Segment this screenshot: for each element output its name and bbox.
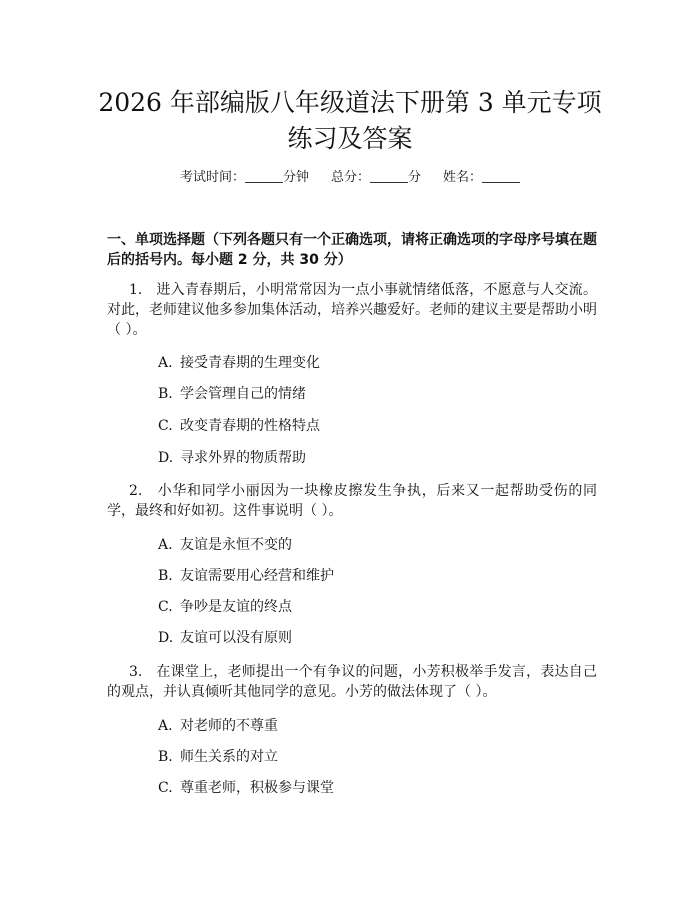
question-number: 2. — [129, 483, 143, 499]
question-number: 1. — [129, 282, 143, 298]
question-1 — [107, 280, 597, 340]
option-3a — [158, 716, 578, 736]
option-3b — [158, 747, 578, 767]
question-2 — [107, 481, 597, 521]
option-letter: D. — [158, 630, 174, 646]
name-label: 姓名： — [443, 170, 483, 185]
option-text: 师生关系的对立 — [180, 749, 278, 765]
option-letter: A. — [158, 718, 173, 734]
option-2a — [158, 535, 578, 555]
option-letter: B. — [158, 568, 173, 584]
exam-info-row — [0, 168, 700, 188]
question-number: 3. — [129, 664, 143, 680]
option-letter: C. — [158, 780, 173, 796]
score-label: 总分： — [330, 170, 370, 185]
option-1c — [158, 416, 578, 436]
question-text: 小华和同学小丽因为一块橡皮擦发生争执，后来又一起帮助受伤的同学，最终和好如初。这件事说明（ ）。 — [107, 483, 598, 519]
time-label: 考试时间： — [179, 170, 245, 185]
option-text: 改变青春期的性格特点 — [180, 418, 320, 434]
option-text: 尊重老师，积极参与课堂 — [180, 780, 334, 796]
question-text: 进入青春期后，小明常常因为一点小事就情绪低落，不愿意与人交流。对此，老师建议他多参加集体活动，培养兴趣爱好。老师的建议主要是帮助小明（ ）。 — [107, 282, 597, 338]
option-letter: D. — [158, 450, 174, 466]
option-text: 寻求外界的物质帮助 — [180, 450, 306, 466]
option-1a — [158, 353, 578, 373]
time-unit: 分钟 — [282, 170, 309, 185]
option-letter: C. — [158, 418, 173, 434]
option-1b — [158, 384, 578, 404]
option-letter: A. — [158, 537, 173, 553]
option-3c — [158, 778, 578, 798]
time-blank — [245, 168, 283, 183]
option-letter: A. — [158, 355, 173, 371]
option-text: 友谊需要用心经营和维护 — [180, 568, 334, 584]
score-unit: 分 — [408, 170, 422, 185]
option-2c — [158, 597, 578, 617]
option-letter: B. — [158, 386, 173, 402]
question-3 — [107, 662, 597, 702]
name-blank — [482, 168, 520, 183]
option-2b — [158, 566, 578, 586]
section-heading: 一、单项选择题（下列各题只有一个正确选项，请将正确选项的字母序号填在题后的括号内。每小题 2 分，共 30 分） — [107, 232, 597, 268]
option-text: 接受青春期的生理变化 — [180, 355, 320, 371]
option-1d — [158, 448, 578, 468]
page-title-line-1: 2026 年部编版八年级道法下册第 3 单元专项 — [98, 88, 602, 117]
score-blank — [370, 168, 408, 183]
option-text: 友谊是永恒不变的 — [180, 537, 292, 553]
question-text: 在课堂上，老师提出一个有争议的问题，小芳积极举手发言，表达自己的观点，并认真倾听其他同学的意见。小芳的做法体现了（ ）。 — [107, 664, 597, 700]
option-text: 友谊可以没有原则 — [180, 630, 292, 646]
option-text: 争吵是友谊的终点 — [180, 599, 292, 615]
option-text: 学会管理自己的情绪 — [180, 386, 306, 402]
option-2d — [158, 628, 578, 648]
option-letter: C. — [158, 599, 173, 615]
option-text: 对老师的不尊重 — [180, 718, 278, 734]
option-letter: B. — [158, 749, 173, 765]
page-title-line-2: 练习及答案 — [287, 124, 413, 153]
